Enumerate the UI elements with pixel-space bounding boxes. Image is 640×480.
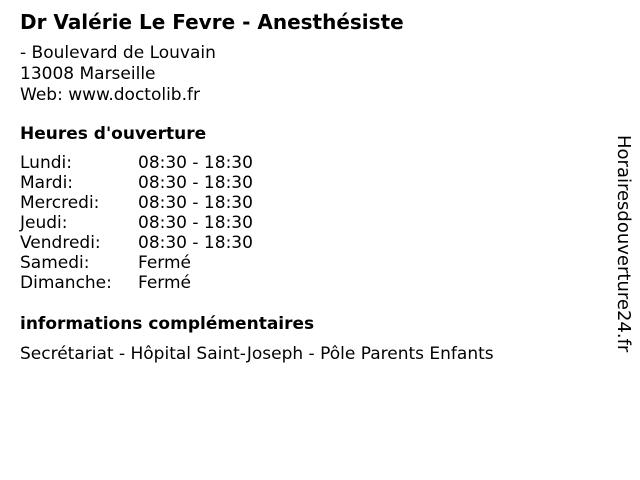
hours-day-label: Jeudi: [20, 213, 68, 233]
address-web: Web: www.doctolib.fr [20, 85, 200, 105]
watermark [612, 135, 636, 353]
hours-day-label: Lundi: [20, 153, 72, 173]
hours-day-label: Mercredi: [20, 193, 100, 213]
hours-time-value: 08:30 - 18:30 [138, 213, 253, 233]
address-city: 13008 Marseille [20, 64, 156, 84]
hours-time-value: 08:30 - 18:30 [138, 173, 253, 193]
address-block [20, 43, 216, 106]
hours-day-label: Samedi: [20, 253, 90, 273]
hours-time-value: 08:30 - 18:30 [138, 153, 253, 173]
hours-time-value: 08:30 - 18:30 [138, 233, 253, 253]
hours-day-label: Vendredi: [20, 233, 101, 253]
opening-hours-heading: Heures d'ouverture [20, 124, 207, 144]
hours-time-value: Fermé [138, 273, 192, 293]
additional-info-heading: informations complémentaires [20, 314, 315, 334]
hours-day-label: Mardi: [20, 173, 74, 193]
hours-time-value: 08:30 - 18:30 [138, 193, 253, 213]
address-street: - Boulevard de Louvain [20, 43, 216, 63]
hours-time-value: Fermé [138, 253, 192, 273]
page-title: Dr Valérie Le Fevre - Anesthésiste [20, 10, 404, 34]
hours-day-label: Dimanche: [20, 273, 112, 293]
additional-info-text: Secrétariat - Hôpital Saint-Joseph - Pôle Parents Enfants [20, 344, 494, 364]
watermark-text: Horairesdouverture24.fr [613, 135, 634, 353]
